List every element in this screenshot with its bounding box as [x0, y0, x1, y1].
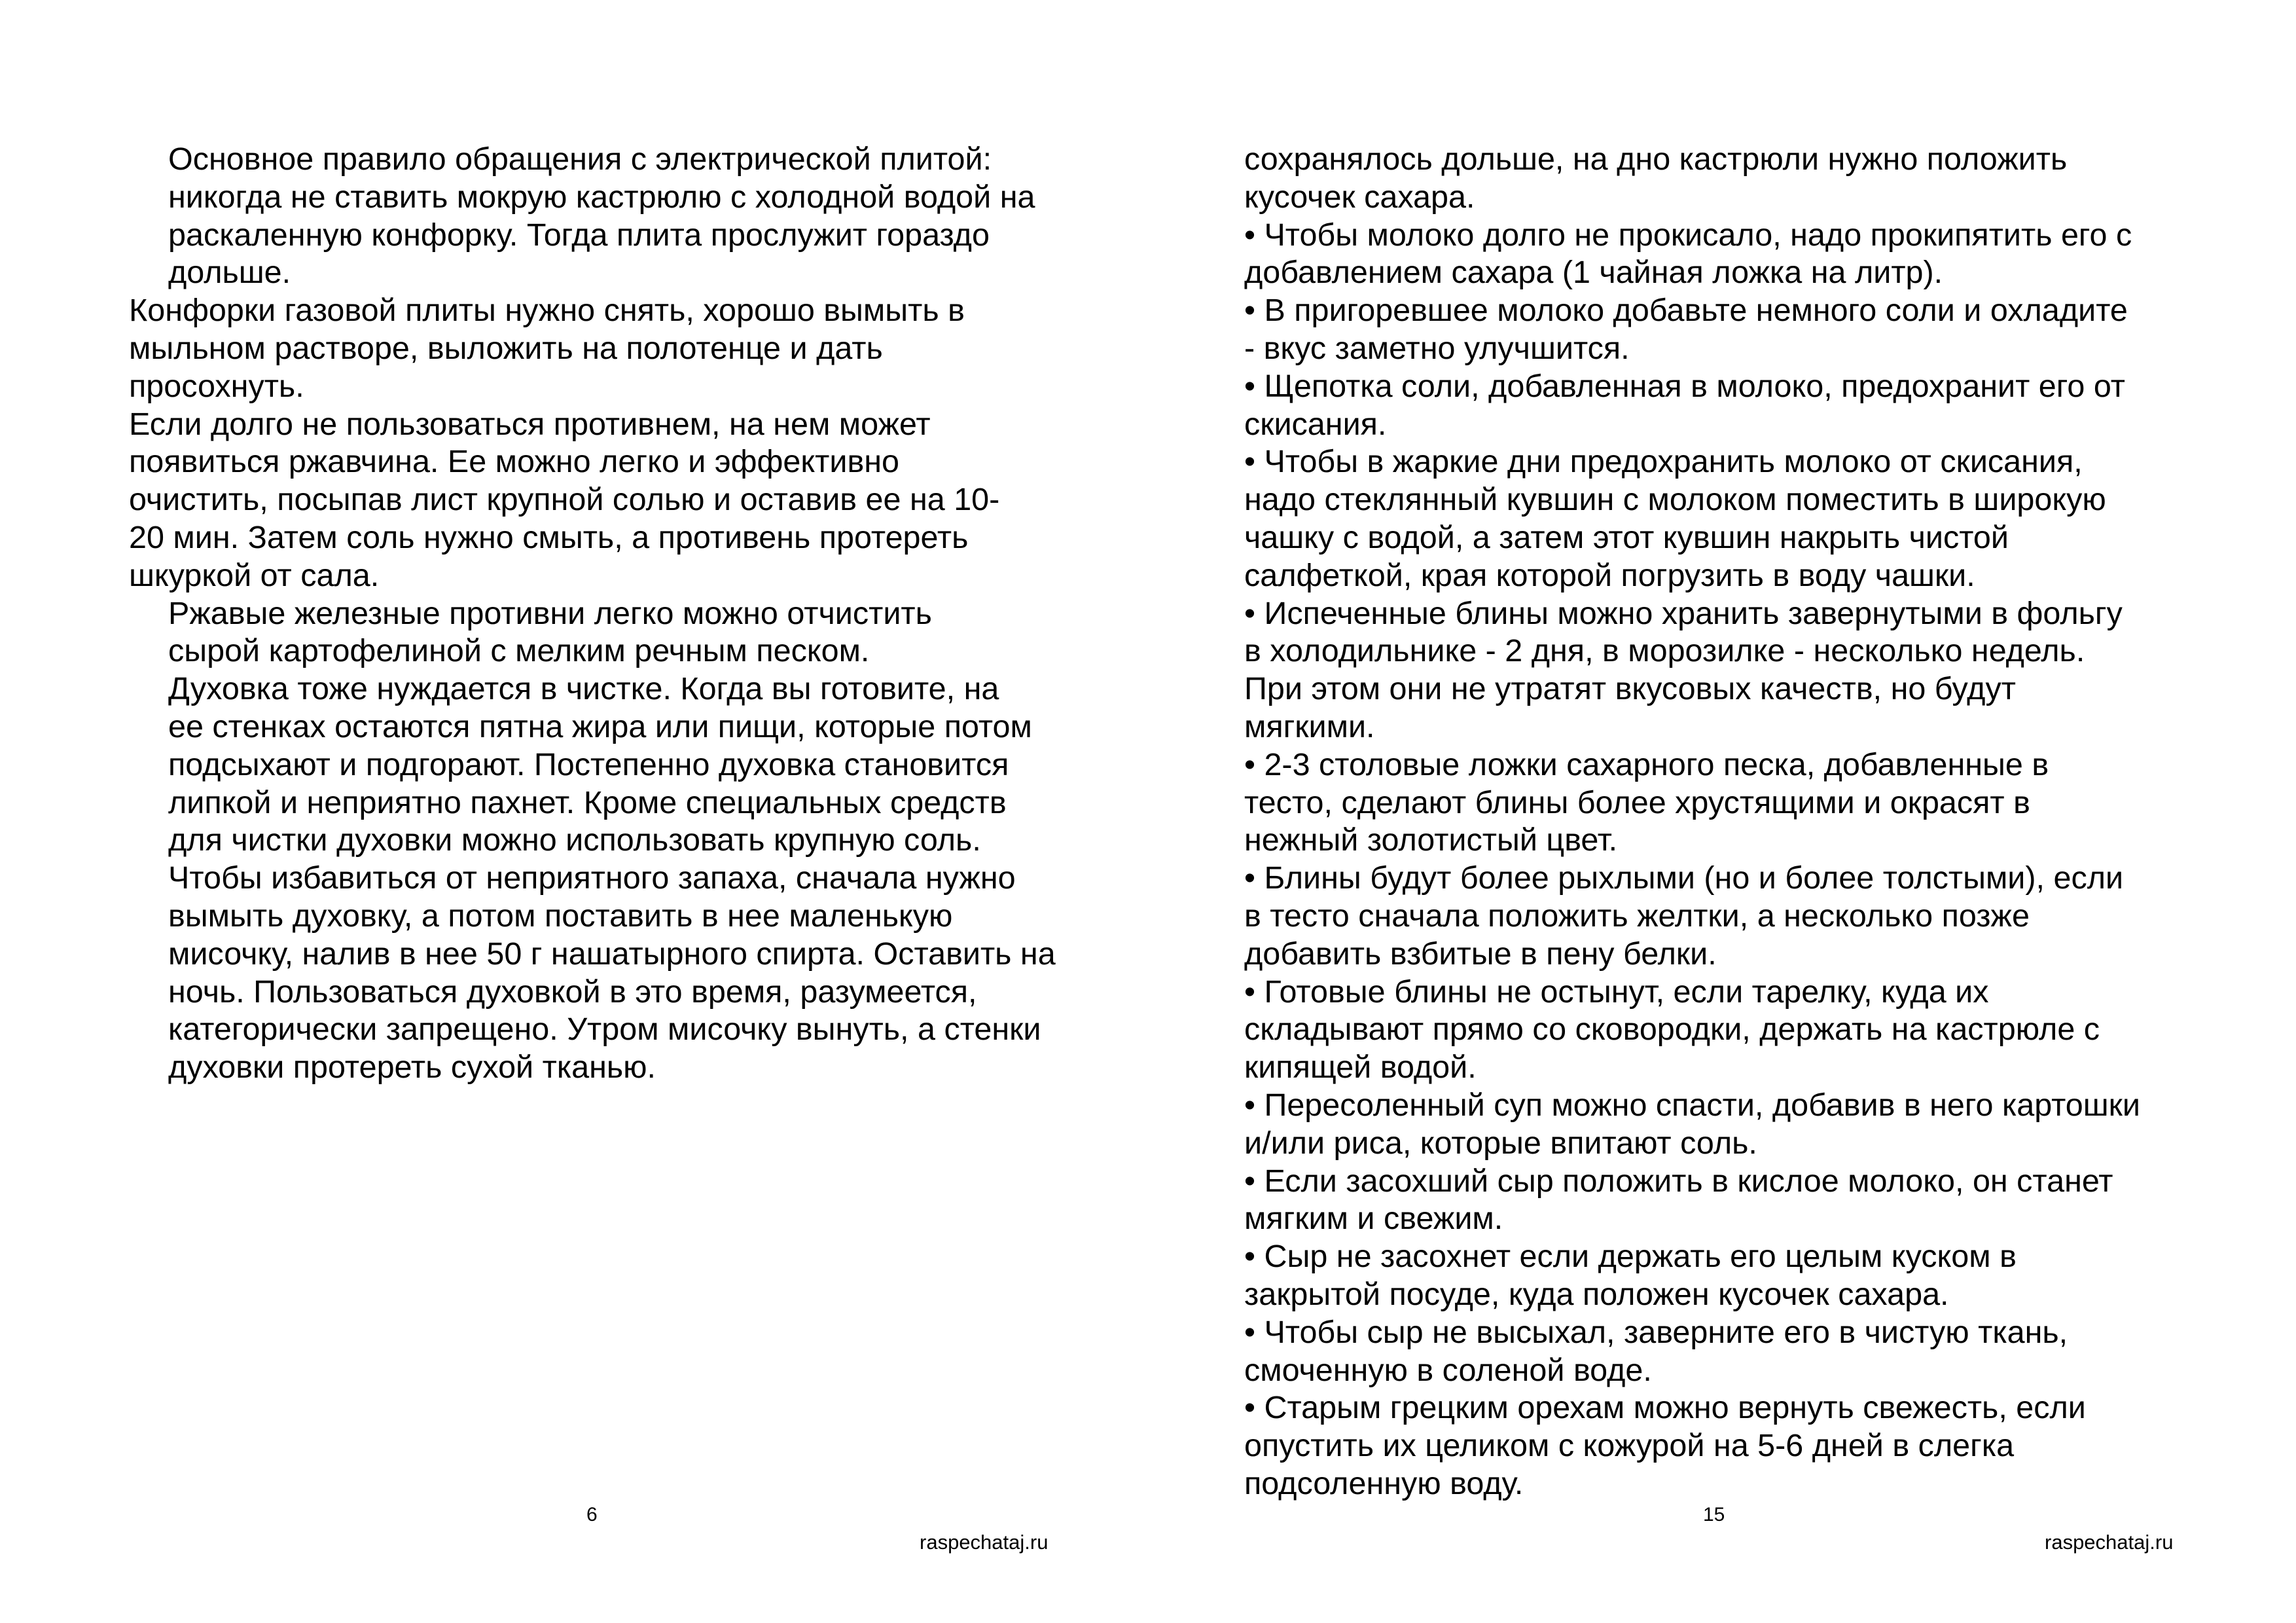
list-item: [1244, 141, 2187, 217]
list-item: [1244, 1314, 2187, 1390]
list-item: [1244, 1238, 2187, 1314]
text-line: скисания.: [1244, 406, 1387, 442]
text-line: Конфорки газовой плиты нужно снять, хорошо вымыть в: [129, 293, 965, 329]
text-line: мягкими.: [1244, 708, 1375, 744]
text-line: сохранялось дольше, на дно кастрюли нужно положить: [1244, 141, 2068, 177]
text-line: раскаленную конфорку. Тогда плита прослужит гораздо: [168, 217, 990, 253]
text-line: духовки протереть сухой тканью.: [168, 1049, 656, 1085]
text-line: смоченную в соленой воде.: [1244, 1352, 1652, 1388]
list-item: [1244, 1087, 2187, 1163]
text-line: нежный золотистый цвет.: [1244, 822, 1618, 858]
text-line: • В пригоревшее молоко добавьте немного соли и охладите: [1244, 293, 2128, 329]
text-line: для чистки духовки можно использовать крупную соль.: [168, 822, 981, 858]
list-item: [1244, 860, 2187, 973]
text-line: кипящей водой.: [1244, 1049, 1477, 1085]
page-number: 15: [1703, 1504, 1725, 1525]
text-line: мыльном растворе, выложить на полотенце и дать: [129, 330, 883, 366]
text-line: кусочек сахара.: [1244, 179, 1475, 215]
list-item: [1244, 292, 2187, 368]
text-line: • Чтобы молоко долго не прокисало, надо прокипятить его с: [1244, 217, 2132, 253]
text-line: Основное правило обращения с электрической плитой:: [168, 141, 992, 177]
text-line: • Чтобы сыр не высыхал, заверните его в чистую ткань,: [1244, 1314, 2068, 1350]
text-line: в холодильнике - 2 дня, в морозилке - несколько недель.: [1244, 633, 2085, 669]
text-line: вымыть духовку, а потом поставить в нее маленькую: [168, 898, 953, 934]
left-page-text: [129, 141, 1078, 1087]
text-line: • Старым грецким орехам можно вернуть свежесть, если: [1244, 1390, 2086, 1426]
text-line: • Сыр не засохнет если держать его целым куском в: [1244, 1239, 2017, 1275]
text-line: категорически запрещено. Утром мисочку вынуть, а стенки: [168, 1012, 1041, 1048]
paragraph: [129, 406, 1078, 595]
text-line: и/или риса, которые впитают соль.: [1244, 1125, 1757, 1161]
paragraph: [129, 670, 1078, 1087]
text-line: опустить их целиком с кожурой на 5-6 дней в слегка: [1244, 1428, 2015, 1464]
text-line: в тесто сначала положить желтки, а несколько позже: [1244, 898, 2030, 934]
text-line: • Если засохший сыр положить в кислое молоко, он станет: [1244, 1163, 2113, 1199]
text-line: сырой картофелиной с мелким речным песком.: [168, 633, 870, 669]
text-line: • Готовые блины не остынут, если тарелку, куда их: [1244, 974, 1989, 1010]
text-line: Чтобы избавиться от неприятного запаха, сначала нужно: [168, 860, 1016, 896]
text-line: закрытой посуде, куда положен кусочек сахара.: [1244, 1276, 1949, 1312]
right-page: [1148, 0, 2296, 1623]
paragraph: [129, 292, 1078, 405]
text-line: • Чтобы в жаркие дни предохранить молоко от скисания,: [1244, 444, 2083, 480]
text-line: дольше.: [168, 255, 291, 291]
text-line: • Блины будут более рыхлыми (но и более толстыми), если: [1244, 860, 2124, 896]
text-line: липкой и неприятно пахнет. Кроме специальных средств: [168, 784, 1007, 820]
text-line: шкуркой от сала.: [129, 557, 380, 593]
text-line: подсыхают и подгорают. Постепенно духовка становится: [168, 746, 1009, 782]
text-line: • Щепотка соли, добавленная в молоко, предохранит его от: [1244, 368, 2125, 404]
text-line: ночь. Пользоваться духовкой в это время, разумеется,: [168, 974, 977, 1010]
list-item: [1244, 368, 2187, 444]
text-line: чашку с водой, а затем этот кувшин накрыть чистой: [1244, 519, 2009, 555]
list-item: [1244, 1389, 2187, 1503]
text-line: никогда не ставить мокрую кастрюлю с холодной водой на: [168, 179, 1035, 215]
text-line: мисочку, налив в нее 50 г нашатырного спирта. Оставить на: [168, 936, 1056, 972]
text-line: • Испеченные блины можно хранить завернутыми в фольгу: [1244, 595, 2123, 631]
text-line: появиться ржавчина. Ее можно легко и эффективно: [129, 444, 899, 480]
text-line: очистить, посыпав лист крупной солью и оставив ее на 10-: [129, 482, 1000, 518]
text-line: просохнуть.: [129, 368, 304, 404]
list-item: [1244, 746, 2187, 860]
paragraph: [129, 595, 1078, 671]
text-line: надо стеклянный кувшин с молоком поместить в широкую: [1244, 482, 2106, 518]
paragraph: [129, 141, 1078, 292]
page-number: 6: [586, 1504, 598, 1525]
text-line: мягким и свежим.: [1244, 1201, 1503, 1237]
list-item: [1244, 217, 2187, 293]
site-footer-link: raspechataj.ru: [920, 1531, 1049, 1554]
text-line: ее стенках остаются пятна жира или пищи, которые потом: [168, 708, 1032, 744]
list-item: [1244, 1163, 2187, 1239]
text-line: салфеткой, края которой погрузить в воду чашки.: [1244, 557, 1975, 593]
text-line: 20 мин. Затем соль нужно смыть, а противень протереть: [129, 519, 969, 555]
text-line: добавлением сахара (1 чайная ложка на литр).: [1244, 255, 1943, 291]
text-line: • Пересоленный суп можно спасти, добавив в него картошки: [1244, 1087, 2140, 1123]
text-line: При этом они не утратят вкусовых качеств, но будут: [1244, 671, 2016, 707]
text-line: складывают прямо со сковородки, держать на кастрюле с: [1244, 1012, 2100, 1048]
text-line: Если долго не пользоваться противнем, на нем может: [129, 406, 931, 442]
text-line: подсоленную воду.: [1244, 1465, 1524, 1501]
list-item: [1244, 974, 2187, 1087]
list-item: [1244, 595, 2187, 746]
text-line: Духовка тоже нуждается в чистке. Когда вы готовите, на: [168, 671, 999, 707]
text-line: Ржавые железные противни легко можно отчистить: [168, 595, 932, 631]
text-line: добавить взбитые в пену белки.: [1244, 936, 1717, 972]
text-line: тесто, сделают блины более хрустящими и окрасят в: [1244, 784, 2030, 820]
site-footer-link: raspechataj.ru: [2045, 1531, 2174, 1554]
right-page-text: [1244, 141, 2187, 1503]
list-item: [1244, 443, 2187, 594]
text-line: • 2-3 столовые ложки сахарного песка, добавленные в: [1244, 746, 2049, 782]
text-line: - вкус заметно улучшится.: [1244, 330, 1630, 366]
